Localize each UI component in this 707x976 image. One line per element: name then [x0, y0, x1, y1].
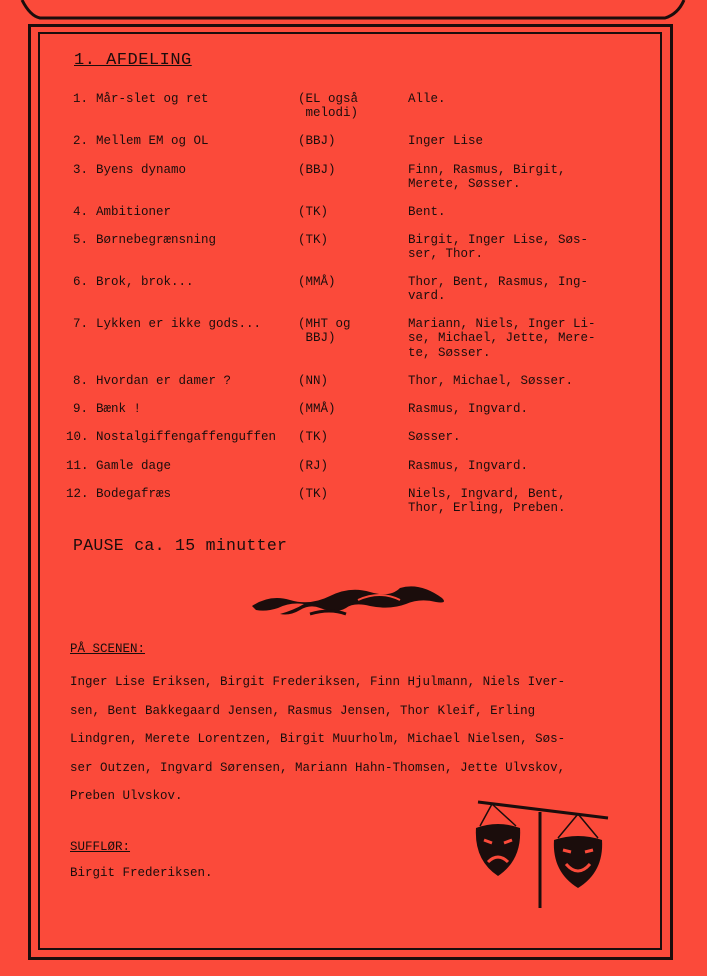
item-title: Mellem EM og OL — [96, 134, 209, 148]
item-cast: Rasmus, Ingvard. — [408, 402, 529, 416]
item-number: 8. — [72, 374, 88, 388]
section-title: 1. AFDELING — [74, 51, 192, 70]
item-title: Nostalgiffengaffenguffen — [96, 430, 277, 444]
cast-line: Preben Ulvskov. — [70, 789, 183, 804]
item-cast: Mariann, Niels, Inger Li- se, Michael, Jette, Mere- te, Søsser. — [408, 317, 596, 360]
item-author: (BBJ) — [298, 134, 336, 148]
item-title: Brok, brok... — [96, 275, 194, 289]
item-author: (TK) — [298, 233, 329, 247]
item-number: 3. — [72, 163, 88, 177]
item-number: 2. — [72, 134, 88, 148]
cast-line: sen, Bent Bakkegaard Jensen, Rasmus Jensen, Thor Kleif, Erling — [70, 703, 536, 718]
item-author: (TK) — [298, 430, 329, 444]
item-author: (NN) — [298, 374, 329, 388]
item-title: Børnebegrænsning — [96, 233, 217, 247]
item-author: (RJ) — [298, 459, 329, 473]
item-number: 5. — [72, 233, 88, 247]
item-cast: Birgit, Inger Lise, Søs- ser, Thor. — [408, 233, 589, 262]
on-stage-label: PÅ SCENEN: — [70, 642, 146, 656]
item-author: (MHT og BBJ) — [298, 317, 351, 346]
item-author: (TK) — [298, 205, 329, 219]
item-title: Gamle dage — [96, 459, 172, 473]
item-title: Hvordan er damer ? — [96, 374, 232, 388]
item-title: Lykken er ikke gods... — [96, 317, 262, 331]
item-number: 9. — [72, 402, 88, 416]
item-number: 4. — [72, 205, 88, 219]
item-cast: Thor, Michael, Søsser. — [408, 374, 574, 388]
item-title: Byens dynamo — [96, 163, 187, 177]
item-cast: Alle. — [408, 92, 446, 106]
prompter-name: Birgit Frederiksen. — [70, 866, 213, 880]
item-cast: Søsser. — [408, 430, 461, 444]
item-author: (TK) — [298, 487, 329, 501]
item-author: (EL også melodi) — [298, 92, 359, 121]
item-title: Bænk ! — [96, 402, 142, 416]
prompter-label: SUFFLØR: — [70, 840, 131, 854]
theatre-masks-scale-icon — [468, 790, 618, 910]
item-cast: Finn, Rasmus, Birgit, Merete, Søsser. — [408, 163, 566, 192]
decorative-swirl-icon — [250, 580, 450, 620]
item-number: 1. — [72, 92, 88, 106]
item-cast: Bent. — [408, 205, 446, 219]
cast-line: Lindgren, Merete Lorentzen, Birgit Muurholm, Michael Nielsen, Søs- — [70, 732, 566, 747]
item-number: 12. — [66, 487, 89, 501]
item-author: (MMÅ) — [298, 402, 336, 416]
cast-line: ser Outzen, Ingvard Sørensen, Mariann Hahn-Thomsen, Jette Ulvskov, — [70, 760, 566, 775]
item-title: Bodegafræs — [96, 487, 172, 501]
pause-note: PAUSE ca. 15 minutter — [73, 536, 288, 555]
item-number: 10. — [66, 430, 89, 444]
item-cast: Thor, Bent, Rasmus, Ing- vard. — [408, 275, 589, 304]
item-author: (MMÅ) — [298, 275, 336, 289]
item-title: Ambitioner — [96, 205, 172, 219]
item-cast: Inger Lise — [408, 134, 484, 148]
item-cast: Rasmus, Ingvard. — [408, 459, 529, 473]
item-number: 11. — [66, 459, 89, 473]
item-number: 6. — [72, 275, 88, 289]
item-author: (BBJ) — [298, 163, 336, 177]
item-title: Mår-slet og ret — [96, 92, 209, 106]
cast-line: Inger Lise Eriksen, Birgit Frederiksen, Finn Hjulmann, Niels Iver- — [70, 675, 566, 689]
item-number: 7. — [72, 317, 88, 331]
item-cast: Niels, Ingvard, Bent, Thor, Erling, Preben. — [408, 487, 566, 516]
